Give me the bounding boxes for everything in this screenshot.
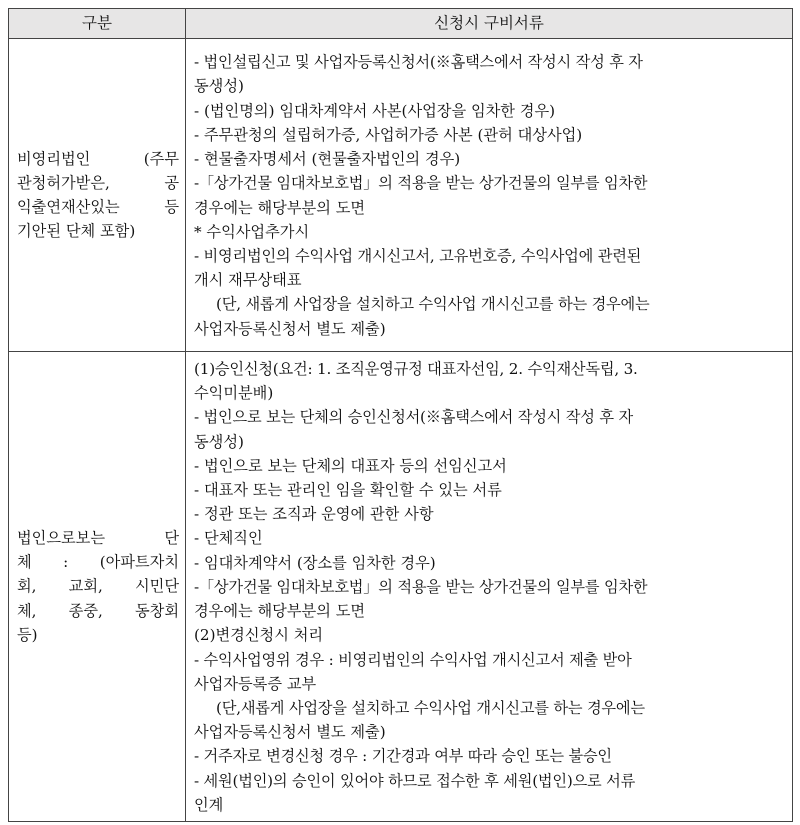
doc-line: (단,새롭게 사업장을 설치하고 수익사업 개시신고를 하는 경우에는	[216, 698, 645, 717]
doc-line: - 대표자 또는 관리인 임을 확인할 수 있는 서류	[194, 481, 502, 500]
doc-line: 동생성)	[194, 432, 244, 451]
category-cell-nonprofit	[9, 39, 186, 352]
category-line: 등)	[17, 625, 38, 644]
doc-line: 수익미분배)	[194, 384, 274, 403]
category-line: 법인으로보는 단	[17, 528, 179, 547]
doc-line: - 정관 또는 조직과 운영에 관한 사항	[194, 505, 434, 524]
category-cell-deemed-corporation	[9, 352, 186, 822]
category-line: 기안된 단체 포함)	[17, 222, 136, 241]
doc-line: - 수익사업영위 경우 : 비영리법인의 수익사업 개시신고서 제출 받아	[194, 650, 632, 669]
doc-line: - 세원(법인)의 승인이 있어야 하므로 접수한 후 세원(법인)으로 서류	[194, 771, 636, 790]
doc-line: - 주무관청의 설립허가증, 사업허가증 사본 (관허 대상사업)	[194, 125, 583, 144]
doc-line: - 현물출자명세서 (현물출자법인의 경우)	[194, 150, 461, 169]
documents-cell-nonprofit	[186, 39, 793, 352]
document-requirements-table	[8, 8, 793, 822]
doc-line: - 거주자로 변경신청 경우 : 기간경과 여부 따라 승인 또는 불승인	[194, 747, 612, 766]
table-header-row	[9, 9, 793, 39]
doc-line: 개시 재무상태표	[194, 271, 302, 290]
doc-line: -「상가건물 임대차보호법」의 적용을 받는 상가건물의 일부를 임차한	[194, 577, 648, 596]
doc-line: - 비영리법인의 수익사업 개시신고서, 고유번호증, 수익사업에 관련된	[194, 246, 642, 265]
documents-cell-deemed-corporation	[186, 352, 793, 822]
doc-line: - 단체직인	[194, 529, 263, 548]
doc-line: (1)승인신청(요건: 1. 조직운영규정 대표자선임, 2. 수익재산독립, 3.	[194, 360, 638, 379]
doc-line: - 임대차계약서 (장소를 임차한 경우)	[194, 553, 436, 572]
doc-line: - 법인으로 보는 단체의 승인신청서(※홈택스에서 작성시 작성 후 자	[194, 408, 633, 427]
doc-line: - 법인설립신고 및 사업자등록신청서(※홈택스에서 작성시 작성 후 자	[194, 53, 643, 72]
category-line: 익출연재산있는 등	[17, 198, 179, 216]
doc-line: 사업자등록증 교부	[194, 674, 317, 693]
doc-line: 경우에는 해당부분의 도면	[194, 602, 366, 621]
header-required-documents: 신청시 구비서류	[186, 9, 793, 39]
category-line: 체, 종중, 동창회	[17, 601, 179, 620]
doc-line: (2)변경신청시 처리	[194, 626, 324, 645]
doc-line: * 수익사업추가시	[194, 222, 310, 241]
table-row-deemed-corporation	[9, 352, 793, 822]
doc-line: - 법인으로 보는 단체의 대표자 등의 선임신고서	[194, 456, 507, 475]
category-line: 관청허가받은, 공	[17, 173, 179, 192]
category-line: 회, 교회, 시민단	[17, 577, 179, 596]
doc-line: 동생성)	[194, 77, 244, 96]
table-row-nonprofit	[9, 39, 793, 352]
doc-line: 경우에는 해당부분의 도면	[194, 198, 366, 217]
doc-line: (단, 새롭게 사업장을 설치하고 수익사업 개시신고를 하는 경우에는	[216, 295, 650, 314]
header-category: 구분	[9, 9, 186, 39]
category-line: 체 : (아파트자치	[17, 553, 179, 572]
doc-line: - (법인명의) 임대차계약서 사본(사업장을 임차한 경우)	[194, 101, 556, 120]
category-line: 비영리법인 (주무	[17, 149, 179, 168]
doc-line: 사업자등록신청서 별도 제출)	[194, 723, 386, 742]
doc-line: 사업자등록신청서 별도 제출)	[194, 319, 386, 338]
doc-line: 인계	[194, 795, 224, 814]
doc-line: -「상가건물 임대차보호법」의 적용을 받는 상가건물의 일부를 임차한	[194, 174, 648, 193]
